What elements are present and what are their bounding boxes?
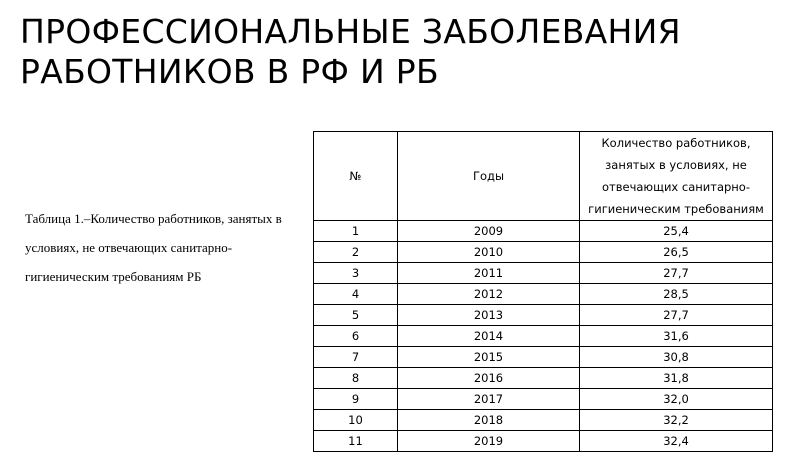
workers-table (313, 131, 773, 452)
cell-workers-count: 30,8 (580, 347, 773, 368)
cell-number: 7 (314, 347, 398, 368)
header-year: Годы (398, 132, 580, 221)
cell-number: 9 (314, 389, 398, 410)
cell-number: 5 (314, 305, 398, 326)
cell-number: 4 (314, 284, 398, 305)
slide-title-line-1: ПРОФЕССИОНАЛЬНЫЕ ЗАБОЛЕВАНИЯ (20, 12, 681, 51)
table-row (314, 431, 773, 452)
header-workers-count: Количество работников, занятых в условиях, не отвечающих санитарно-гигиеническим требованиям (580, 132, 773, 221)
cell-number: 11 (314, 431, 398, 452)
cell-number: 3 (314, 263, 398, 284)
cell-number: 6 (314, 326, 398, 347)
cell-year: 2014 (398, 326, 580, 347)
table-header-row (314, 132, 773, 221)
cell-workers-count: 32,0 (580, 389, 773, 410)
cell-number: 8 (314, 368, 398, 389)
cell-workers-count: 28,5 (580, 284, 773, 305)
cell-year: 2012 (398, 284, 580, 305)
cell-workers-count: 27,7 (580, 305, 773, 326)
slide-title (20, 12, 681, 92)
table-row (314, 263, 773, 284)
cell-year: 2015 (398, 347, 580, 368)
cell-number: 10 (314, 410, 398, 431)
cell-number: 2 (314, 242, 398, 263)
cell-year: 2018 (398, 410, 580, 431)
slide-title-line-2: РАБОТНИКОВ В РФ И РБ (20, 52, 439, 91)
cell-year: 2011 (398, 263, 580, 284)
header-number: № (314, 132, 398, 221)
cell-workers-count: 31,6 (580, 326, 773, 347)
cell-year: 2016 (398, 368, 580, 389)
cell-year: 2010 (398, 242, 580, 263)
table-row (314, 326, 773, 347)
cell-workers-count: 32,2 (580, 410, 773, 431)
table-caption: Таблица 1.–Количество работников, занятых в условиях, не отвечающих санитарно-гигиеническим требованиям РБ (25, 211, 282, 284)
cell-workers-count: 31,8 (580, 368, 773, 389)
table-row (314, 347, 773, 368)
cell-year: 2009 (398, 221, 580, 242)
table-row (314, 242, 773, 263)
cell-year: 2017 (398, 389, 580, 410)
cell-year: 2013 (398, 305, 580, 326)
table-row (314, 410, 773, 431)
table-row (314, 368, 773, 389)
cell-year: 2019 (398, 431, 580, 452)
cell-workers-count: 26,5 (580, 242, 773, 263)
table-body (314, 221, 773, 452)
cell-workers-count: 32,4 (580, 431, 773, 452)
table-row (314, 305, 773, 326)
cell-workers-count: 25,4 (580, 221, 773, 242)
cell-workers-count: 27,7 (580, 263, 773, 284)
table-row (314, 389, 773, 410)
table-row (314, 221, 773, 242)
cell-number: 1 (314, 221, 398, 242)
table-row (314, 284, 773, 305)
